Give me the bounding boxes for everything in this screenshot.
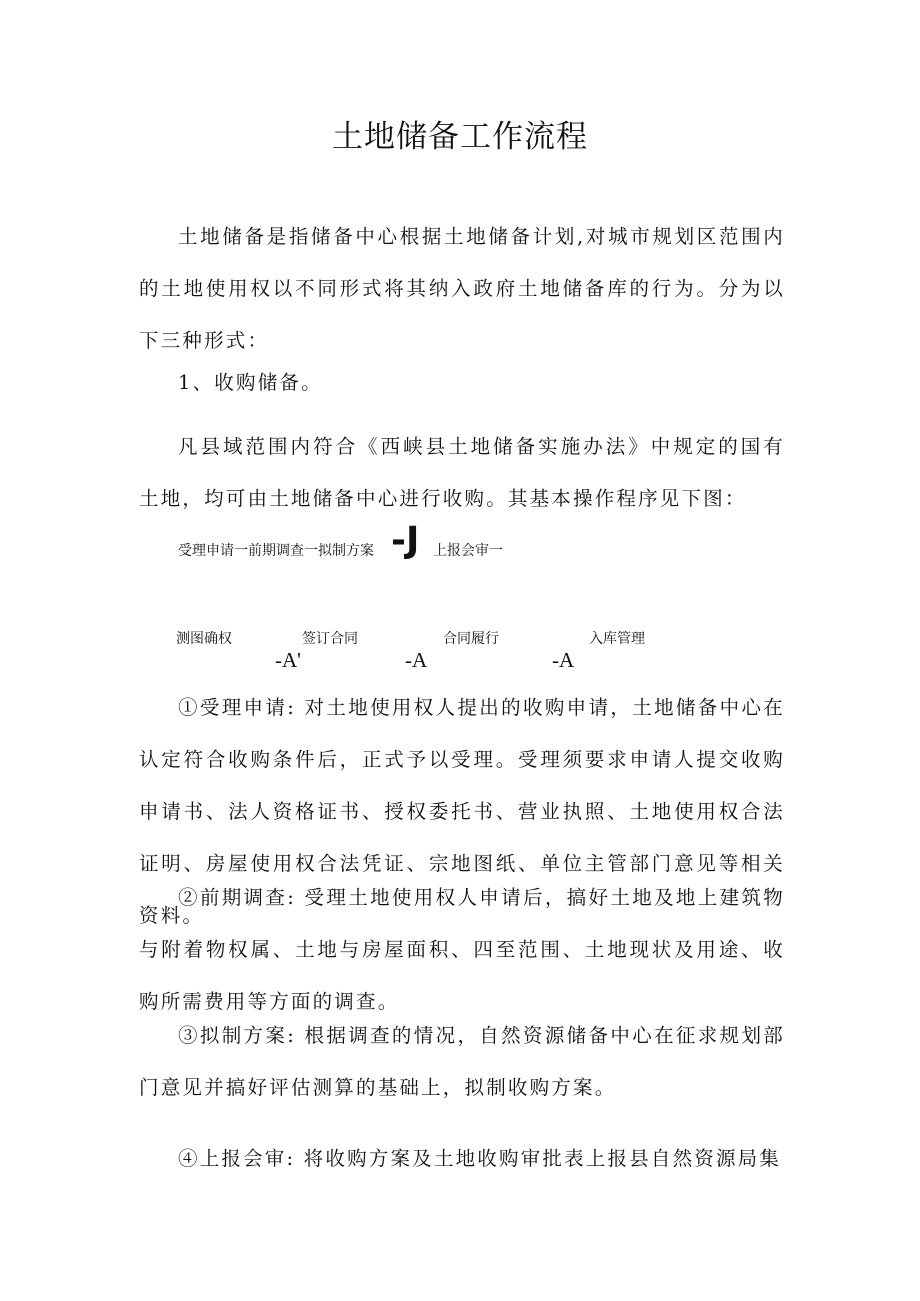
flow-row1-right: 上报会审一: [433, 543, 503, 559]
document-title: 土地储备工作流程: [332, 119, 588, 155]
scope-paragraph: 凡县域范围内符合《西峡县土地储备实施办法》中规定的国有土地，均可由土地储备中心进行收购。其基本操作程序见下图：: [139, 435, 785, 510]
flow-row1-left: 受理申请一前期调查一拟制方案: [178, 543, 374, 559]
intro-paragraph: 土地储备是指储备中心根据土地储备计划,对城市规划区范围内的土地使用权以不同形式将其纳入政府土地储备库的行为。分为以下三种形式：: [139, 225, 785, 352]
flow-arrow-mark: -A: [405, 648, 428, 672]
flow-label-survey: 测图确权: [176, 631, 232, 647]
list-item-purchase-reserve: 1、收购储备。: [178, 371, 323, 394]
step1-paragraph: ①受理申请: 对土地使用权人提出的收购申请，土地储备中心在认定符合收购条件后，正式予以受理。受理须要求申请人提交收购申请书、法人资格证书、授权委托书、营业执照、土地使用权合法证明、房屋使用权合法凭证、宗地图纸、单位主管部门意见等相关资料。: [139, 696, 785, 927]
step4-paragraph: ④上报会审: 将收购方案及土地收购审批表上报县自然资源局集: [178, 1147, 782, 1170]
step3-paragraph: ③拟制方案: 根据调查的情况，自然资源储备中心在征求规划部门意见并搞好评估测算的基础上，拟制收购方案。: [139, 1024, 785, 1099]
flow-label-storage-management: 入库管理: [589, 631, 645, 647]
flow-row1-mark: -J: [391, 520, 420, 561]
flow-label-contract-fulfil: 合同履行: [443, 631, 499, 647]
step2-paragraph: ②前期调查: 受理土地使用权人申请后，搞好土地及地上建筑物与附着物权属、土地与房屋面积、四至范围、土地现状及用途、收购所需费用等方面的调查。: [139, 886, 785, 1013]
flow-arrow-mark: -A': [275, 648, 301, 672]
flow-label-sign-contract: 签订合同: [302, 631, 358, 647]
flow-arrow-mark: -A: [552, 648, 575, 672]
